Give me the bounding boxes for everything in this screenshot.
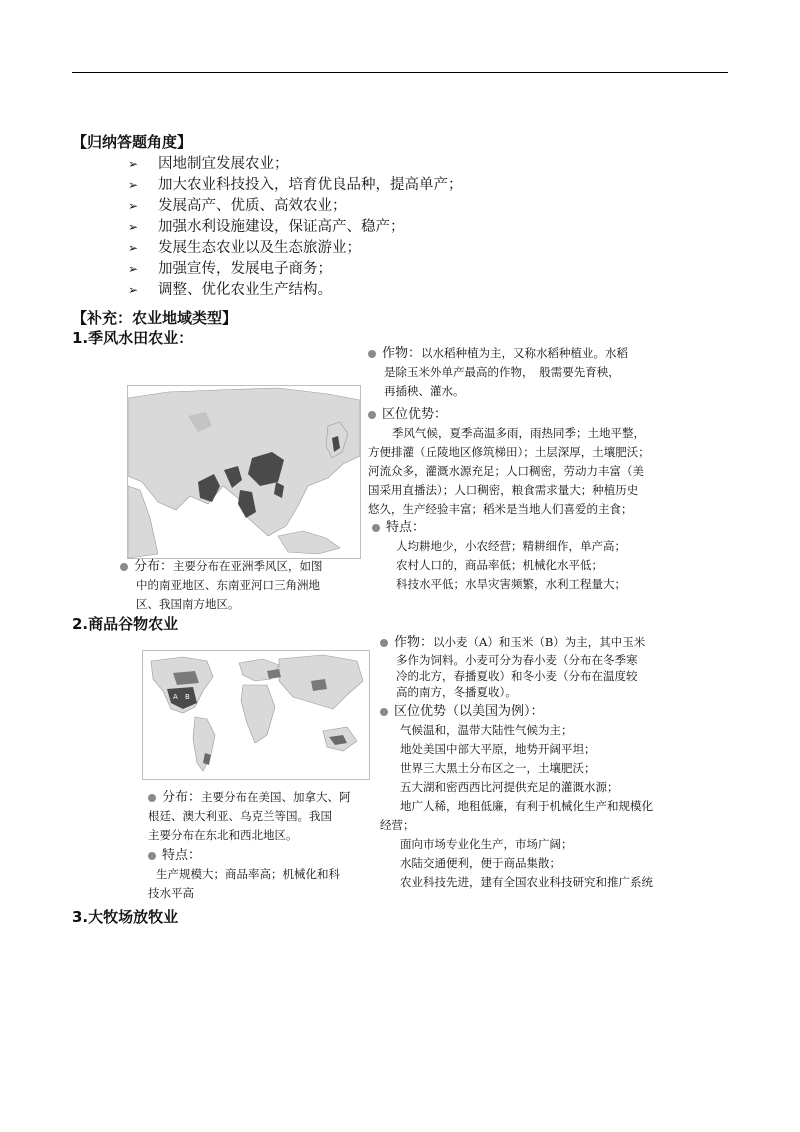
svg-text:A: A [173,693,178,701]
bullet-dot-icon [120,563,128,571]
svg-text:B: B [185,693,190,701]
bullet-dot-icon [368,350,376,358]
list-item: ➢ 调整、优化农业生产结构。 [128,280,463,301]
bullet-dot-icon [380,639,388,647]
asia-monsoon-map [127,385,361,559]
list-item: ➢ 加大农业科技投入，培育优良品种，提高单产； [128,175,463,196]
s1-distribution-block: 分布：主要分布在亚洲季风区，如图 中的南亚地区、东南亚河口三角洲地 区、我国南方地区。 [120,557,323,614]
bullet-dot-icon [368,411,376,419]
s1-feature-block: 特点： 人均耕地少，小农经营；精耕细作，单产高； 农村人口的，商品率低；机械化水平低； 科技水平低；水旱灾害频繁，水利工程量大； [372,518,626,594]
s1-crop-block: 作物：以水稻种植为主，又称水稻种植业。水稻 是除玉米外单产最高的作物， 般需要先育秧， 再插秧、灌水。 [368,344,628,401]
section-heading-2: 2.商品谷物农业 [72,615,179,633]
arrow-bullet-icon: ➢ [128,220,139,234]
arrow-bullet-icon: ➢ [128,283,139,297]
list-item: ➢ 加强宣传，发展电子商务； [128,259,463,280]
bullet-dot-icon [380,708,388,716]
list-item: ➢ 发展生态农业以及生态旅游业； [128,238,463,259]
bullet-dot-icon [148,794,156,802]
top-rule [72,72,728,73]
section-heading-3: 3.大牧场放牧业 [72,908,179,926]
bullet-dot-icon [148,852,156,860]
list-item: ➢ 因地制宜发展农业； [128,154,463,175]
s1-advantage-block: 区位优势： 季风气候，夏季高温多雨，雨热同季；土地平整， 方便排灌（丘陵地区修筑梯田）；土层深厚，土壤肥沃； 河流众多，灌溉水源充足；人口稠密，劳动力丰富（美 国采用直播法）；人口稠密，粮食需求量大；种植历史 悠久，生产经验丰富；稻米是当地人们喜爱的主食； [368,407,650,516]
arrow-bullet-icon: ➢ [128,199,139,213]
list-item: ➢ 发展高产、优质、高效农业； [128,196,463,217]
supplement-title: 【补充：农业地域类型】 [72,309,238,327]
s2-crop-block: 作物：以小麦（A）和玉米（B）为主，其中玉米 多作为饲料。小麦可分为春小麦（分布在冬季寒 冷的北方，春播夏收）和冬小麦（分布在温度较 高的南方，冬播夏收）。 [380,633,645,700]
summary-list [128,154,463,301]
arrow-bullet-icon: ➢ [128,241,139,255]
list-item: ➢ 加强水利设施建设，保证高产、稳产； [128,217,463,238]
s2-distribution-block: 分布：主要分布在美国、加拿大、阿 根廷、澳大利亚、乌克兰等国。我国 主要分布在东北和西北地区。 [148,790,351,842]
arrow-bullet-icon: ➢ [128,262,139,276]
s2-feature-block: 特点： 生产规模大；商品率高；机械化和科 技水平高 [148,848,340,900]
world-grain-map [142,650,370,780]
section-heading-1: 1.季风水田农业： [72,329,194,347]
s2-advantage-block: 区位优势（以美国为例）： 气候温和，温带大陆性气候为主； 地处美国中部大平原，地势开阔平坦； 世界三大黑土分布区之一，土壤肥沃； 五大湖和密西西比河提供充足的灌溉水源； 地广人稀，地租低廉，有利于机械化生产和规模化 经营； 面向市场专业化生产，市场广阔； 水陆交通便利，便于商品集散； 农业科技先进，建有全国农业科技研究和推广系统 [380,704,653,889]
summary-title: 【归纳答题角度】 [72,133,193,151]
arrow-bullet-icon: ➢ [128,157,139,171]
bullet-dot-icon [372,524,380,532]
arrow-bullet-icon: ➢ [128,178,139,192]
